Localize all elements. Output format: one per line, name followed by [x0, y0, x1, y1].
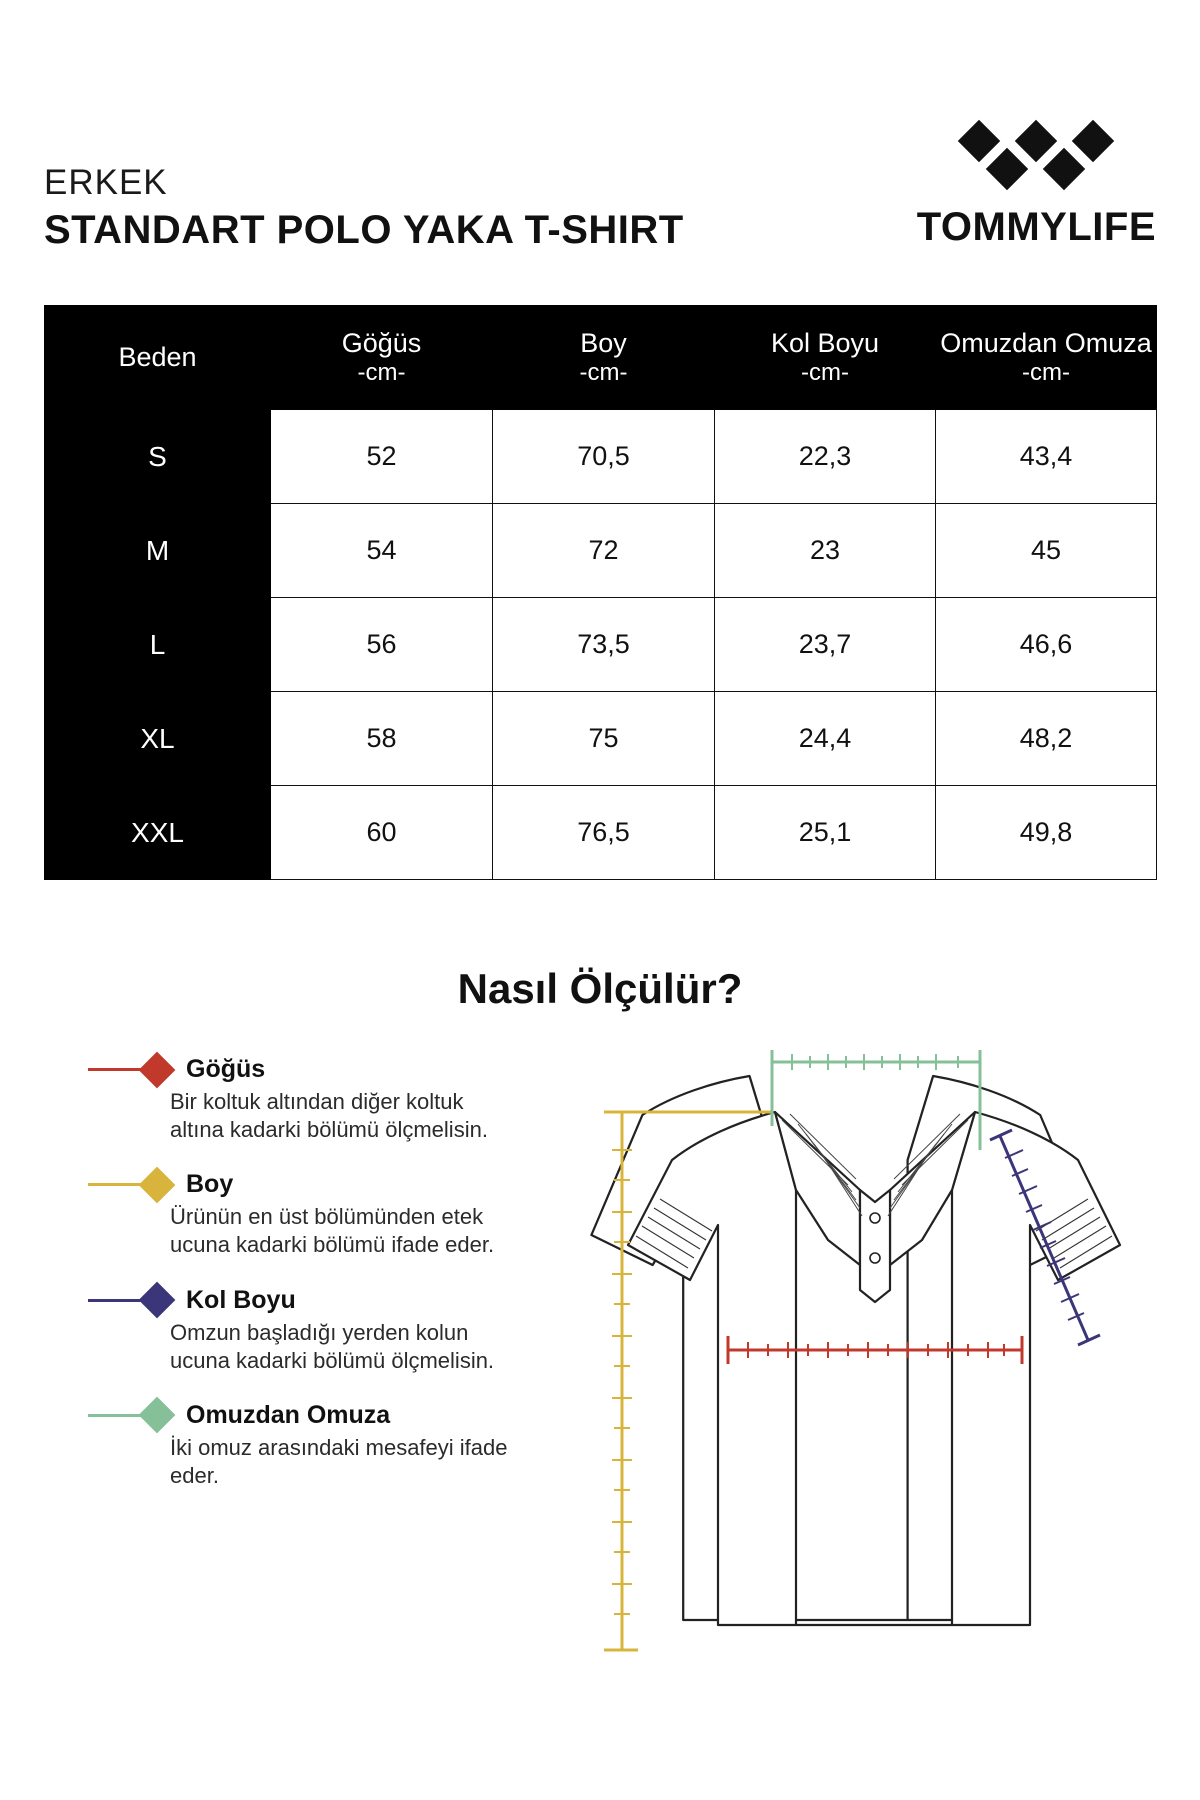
table-row	[45, 786, 1157, 880]
cell-omuz: 49,8	[936, 786, 1157, 880]
title-block	[44, 164, 684, 253]
cell-kol: 22,3	[715, 410, 936, 504]
legend-label-omuzdan-omuza: Omuzdan Omuza	[186, 1400, 391, 1429]
cell-omuz: 45	[936, 504, 1157, 598]
legend-label-boy: Boy	[186, 1170, 234, 1199]
page-kicker: ERKEK	[44, 162, 168, 202]
table-row	[45, 598, 1157, 692]
page-title: STANDART POLO YAKA T-SHIRT	[44, 208, 684, 252]
cell-gogus: 56	[271, 598, 493, 692]
cell-omuz: 48,2	[936, 692, 1157, 786]
cell-kol: 23,7	[715, 598, 936, 692]
cell-omuz: 46,6	[936, 598, 1157, 692]
page-header	[44, 110, 1156, 252]
cell-kol: 25,1	[715, 786, 936, 880]
legend-line-kol-boyu	[88, 1299, 146, 1302]
legend-label-gogus: Göğüs	[186, 1055, 266, 1083]
cell-omuz: 43,4	[936, 410, 1157, 504]
howto-title: Nasıl Ölçülür?	[457, 965, 743, 1012]
legend-line-boy	[88, 1183, 146, 1186]
table-row	[45, 692, 1157, 786]
cell-size: XXL	[45, 786, 271, 880]
four-diamonds-logo-icon	[931, 110, 1141, 195]
cell-gogus: 58	[271, 692, 493, 786]
column-header-omuzdan-omuza: Omuzdan Omuza -cm-	[936, 306, 1157, 410]
table-header-row	[45, 306, 1157, 410]
cell-gogus: 60	[271, 786, 493, 880]
legend-diamond-kol-boyu	[139, 1282, 176, 1319]
cell-size: XL	[45, 692, 271, 786]
legend-item-omuzdan-omuza	[88, 1401, 518, 1490]
legend-desc-kol-boyu: Omzun başladığı yerden kolun ucuna kadarki bölümü ölçmelisin.	[170, 1319, 495, 1373]
column-header-boy: Boy -cm-	[493, 306, 715, 410]
measurement-legend	[88, 1055, 518, 1516]
legend-item-kol-boyu	[88, 1286, 518, 1375]
cell-size: L	[45, 598, 271, 692]
brand-name: TOMMYLIFE	[916, 205, 1156, 249]
cell-boy: 72	[493, 504, 715, 598]
legend-desc-gogus: Bir koltuk altından diğer koltuk altına kadarki bölümü ölçmelisin.	[170, 1089, 488, 1143]
legend-diamond-boy	[139, 1166, 176, 1203]
column-header-gogus: Göğüs -cm-	[271, 306, 493, 410]
cell-kol: 24,4	[715, 692, 936, 786]
legend-diamond-omuzdan-omuza	[139, 1397, 176, 1434]
cell-kol: 23	[715, 504, 936, 598]
column-header-kol-boyu: Kol Boyu -cm-	[715, 306, 936, 410]
column-header-beden: Beden	[45, 306, 271, 410]
cell-boy: 75	[493, 692, 715, 786]
legend-desc-omuzdan-omuza: İki omuz arasındaki mesafeyi ifade eder.	[170, 1434, 508, 1489]
polo-shirt-measurement-diagram	[560, 1040, 1160, 1700]
cell-gogus: 54	[271, 504, 493, 598]
cell-gogus: 52	[271, 410, 493, 504]
cell-size: M	[45, 504, 271, 598]
cell-boy: 76,5	[493, 786, 715, 880]
brand-block	[917, 110, 1156, 252]
cell-size: S	[45, 410, 271, 504]
table-row	[45, 410, 1157, 504]
table-row	[45, 504, 1157, 598]
legend-item-gogus	[88, 1055, 518, 1144]
size-table	[44, 305, 1157, 880]
legend-diamond-gogus	[139, 1051, 176, 1088]
cell-boy: 73,5	[493, 598, 715, 692]
legend-desc-boy: Ürünün en üst bölümünden etek ucuna kadarki bölümü ifade eder.	[170, 1204, 495, 1258]
cell-boy: 70,5	[493, 410, 715, 504]
legend-item-boy	[88, 1170, 518, 1259]
legend-label-kol-boyu: Kol Boyu	[186, 1285, 296, 1314]
